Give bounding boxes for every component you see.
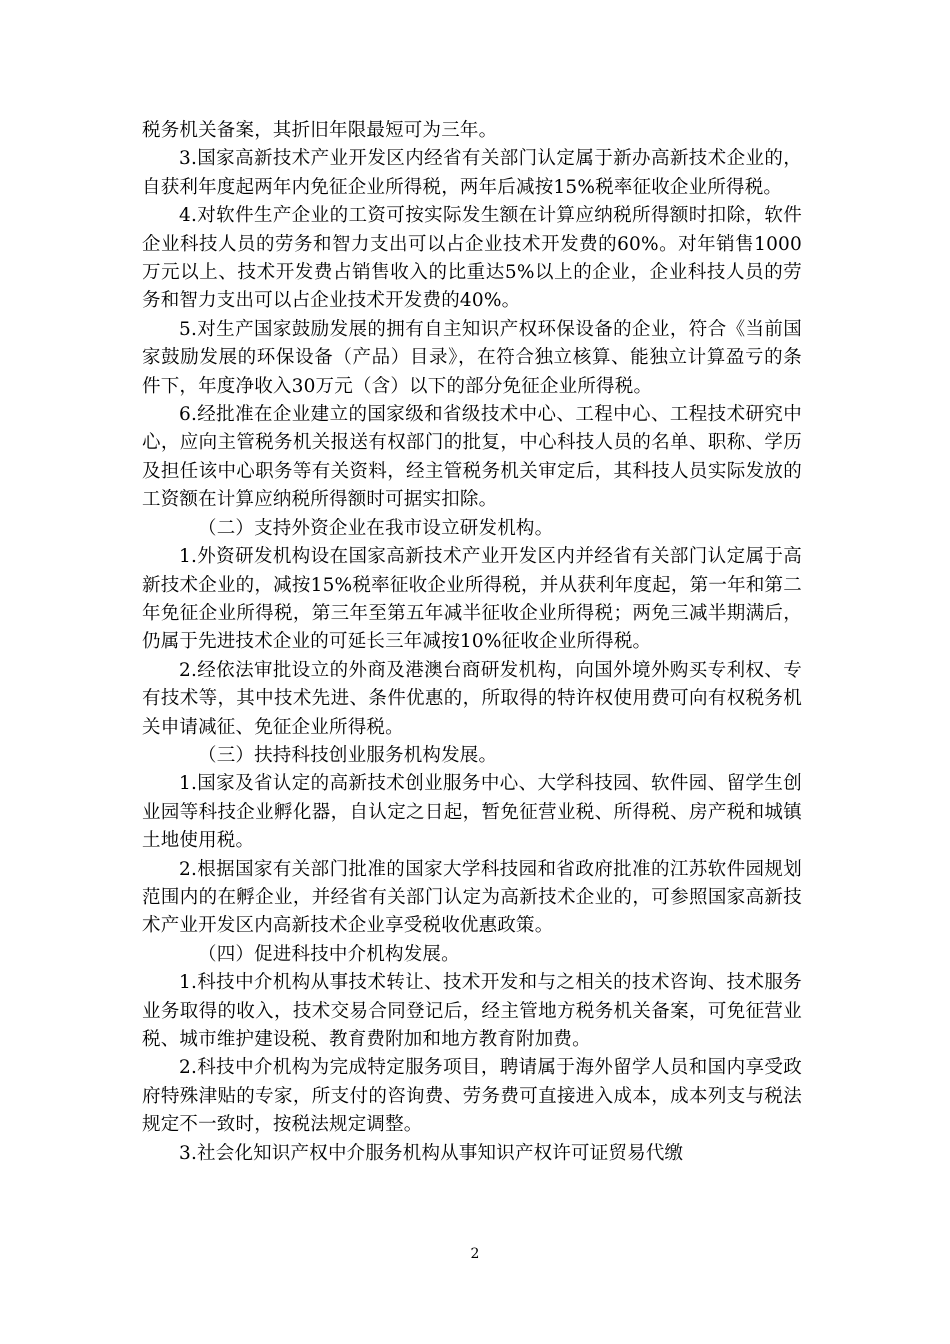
- section-heading-3: （三）扶持科技创业服务机构发展。: [198, 744, 498, 766]
- paragraph-section-4-item-1: 1.科技中介机构从事技术转让、技术开发和与之相关的技术咨询、技术服务业务取得的收入，技术交易合同登记后，经主管地方税务机关备案，可免征营业税、城市维护建设税、教育费附加和地方教育附加费。: [142, 972, 802, 1050]
- paragraph-section-2-item-2: 2.经依法审批设立的外商及港澳台商研发机构，向国外境外购买专利权、专有技术等，其中技术先进、条件优惠的，所取得的特许权使用费可向有权税务机关申请减征、免征企业所得税。: [142, 659, 802, 738]
- paragraph-section-4-item-2: 2.科技中介机构为完成特定服务项目，聘请属于海外留学人员和国内享受政府特殊津贴的专家，所支付的咨询费、劳务费可直接进入成本，成本列支与税法规定不一致时，按税法规定调整。: [142, 1057, 802, 1136]
- paragraph-section-3-item-2: 2.根据国家有关部门批准的国家大学科技园和省政府批准的江苏软件园规划范围内的在孵企业，并经省有关部门认定为高新技术企业的，可参照国家高新技术产业开发区内高新技术企业享受税收优惠政策。: [142, 858, 802, 937]
- section-heading-4: （四）促进科技中介机构发展。: [198, 943, 460, 965]
- paragraph-item-6: 6.经批准在企业建立的国家级和省级技术中心、工程中心、工程技术研究中心，应向主管税务机关报送有权部门的批复，中心科技人员的名单、职称、学历及担任该中心职务等有关资料，经主管税务机关审定后，其科技人员实际发放的工资额在计算应纳税所得额时可据实扣除。: [142, 404, 802, 511]
- paragraph-section-2-item-1: 1.外资研发机构设在国家高新技术产业开发区内并经省有关部门认定属于高新技术企业的，减按15%税率征收企业所得税，并从获利年度起，第一年和第二年免征企业所得税，第三年至第五年减半征收企业所得税；两免三减半期满后，仍属于先进技术企业的可延长三年减按10%征收企业所得税。: [142, 546, 802, 653]
- paragraph-item-3: 3.国家高新技术产业开发区内经省有关部门认定属于新办高新技术企业的，自获利年度起两年内免征企业所得税，两年后减按15%税率征收企业所得税。: [142, 148, 802, 198]
- paragraph-section-4-item-3: 3.社会化知识产权中介服务机构从事知识产权许可证贸易代缴: [179, 1142, 684, 1164]
- paragraph-item-4: 4.对软件生产企业的工资可按实际发生额在计算应纳税所得额时扣除，软件企业科技人员的劳务和智力支出可以占企业技术开发费的60%。对年销售1000万元以上、技术开发费占销售收入的比重达5%以上的企业，企业科技人员的劳务和智力支出可以占企业技术开发费的40%。: [142, 205, 802, 312]
- section-heading-2: （二）支持外资企业在我市设立研发机构。: [198, 517, 554, 539]
- paragraph-section-3-item-1: 1.国家及省认定的高新技术创业服务中心、大学科技园、软件园、留学生创业园等科技企业孵化器，自认定之日起，暂免征营业税、所得税、房产税和城镇土地使用税。: [142, 773, 802, 852]
- document-body: [142, 117, 802, 1168]
- paragraph-item-5: 5.对生产国家鼓励发展的拥有自主知识产权环保设备的企业，符合《当前国家鼓励发展的环保设备（产品）目录》，在符合独立核算、能独立计算盈亏的条件下，年度净收入30万元（含）以下的部分免征企业所得税。: [142, 318, 802, 397]
- page-number: 2: [470, 1246, 480, 1262]
- paragraph-continuation: 税务机关备案，其折旧年限最短可为三年。: [142, 120, 498, 141]
